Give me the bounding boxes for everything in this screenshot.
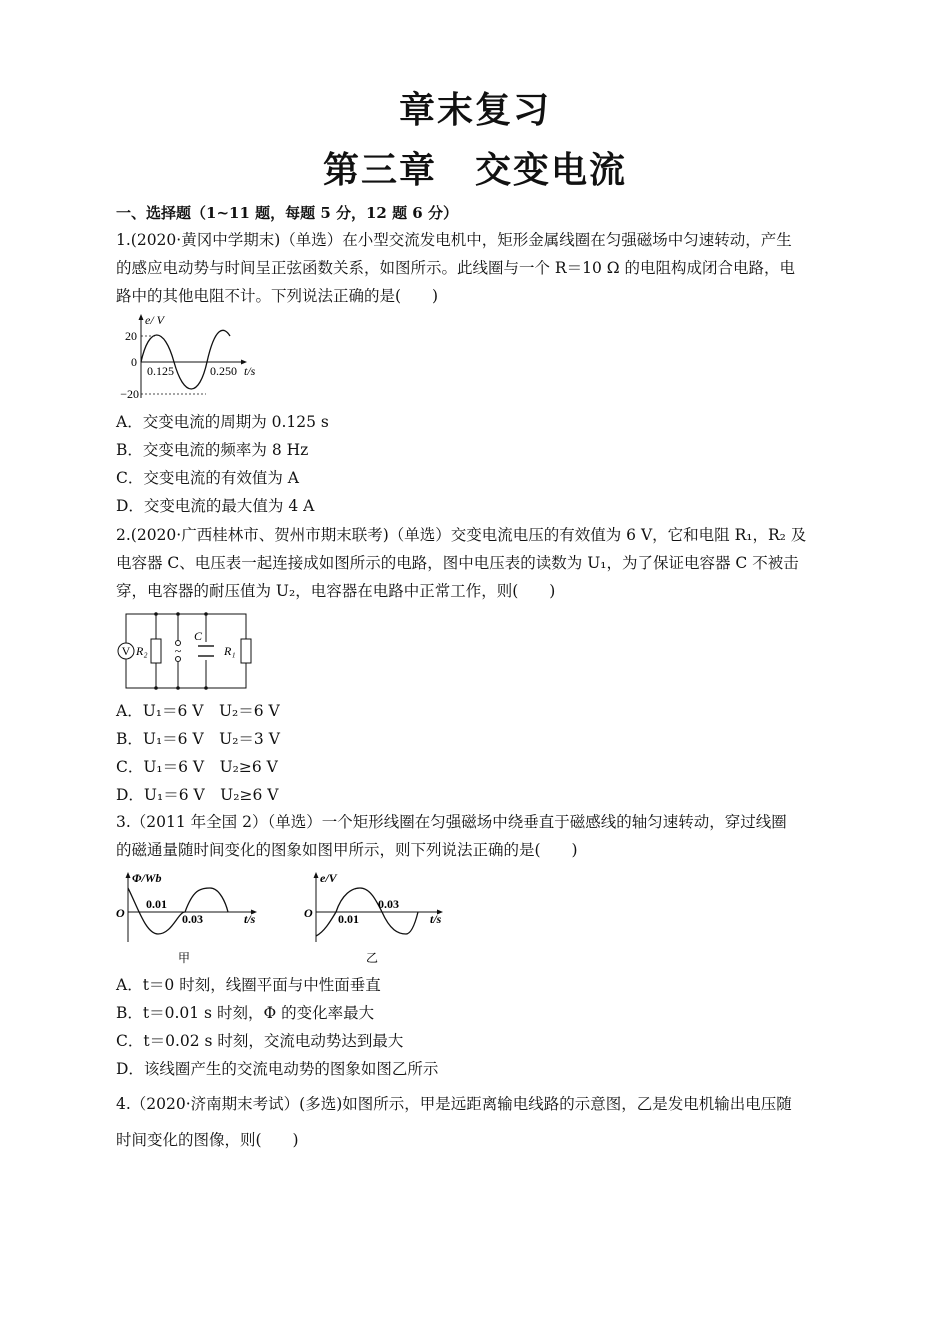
junction-dot [154, 686, 158, 690]
resistor-r1 [241, 639, 251, 663]
q1-t1-label: 0.125 [147, 364, 174, 378]
junction-dot [204, 612, 208, 616]
q3a-origin: O [116, 906, 125, 920]
q1-t2-label: 0.250 [210, 364, 237, 378]
question-1-line-1: 1.(2020·黄冈中学期末)（单选）在小型交流发电机中，矩形金属线圈在匀强磁场中匀速转动，产生 [116, 231, 792, 249]
voltmeter-label: V [121, 644, 131, 658]
q3a-t1-label: 0.01 [146, 897, 167, 911]
q3b-t1-label: 0.01 [338, 912, 359, 926]
q3b-origin: O [304, 906, 313, 920]
r1-label: R₁ [224, 644, 236, 658]
chapter-title: 第三章 交变电流 [322, 149, 627, 191]
question-2-circuit [116, 612, 258, 692]
junction-dot [204, 686, 208, 690]
q3a-ylabel: Φ/Wb [132, 871, 162, 885]
q1-option-d: D．交变电流的最大值为 4 A [116, 497, 315, 515]
q2-option-b: B．U₁＝6 V U₂＝3 V [116, 730, 280, 748]
q1-y-bottom-label: −20 [120, 387, 139, 401]
question-2-line-3: 穿，电容器的耐压值为 U₂，电容器在电路中正常工作，则( ) [116, 582, 556, 600]
q2-option-a: A．U₁＝6 V U₂＝6 V [116, 702, 280, 720]
q1-ylabel: e/ V [145, 313, 164, 327]
q3b-xlabel: t/s [430, 912, 442, 926]
junction-dot [176, 686, 180, 690]
q3a-caption: 甲 [177, 951, 191, 965]
q1-y-arrow [139, 314, 144, 320]
q3-option-a: A．t＝0 时刻，线圈平面与中性面垂直 [116, 976, 381, 994]
q3a-t2-label: 0.03 [182, 912, 203, 926]
question-2-line-1: 2.(2020·广西桂林市、贺州市期末联考)（单选）交变电流电压的有效值为 6 V，它和电阻 R₁，R₂ 及 [116, 526, 807, 544]
question-1-line-3: 路中的其他电阻不计。下列说法正确的是( ) [116, 287, 439, 305]
q3-option-b: B．t＝0.01 s 时刻，Φ 的变化率最大 [116, 1004, 375, 1022]
question-4-line-2: 时间变化的图像，则( ) [116, 1131, 299, 1149]
question-3-line-1: 3.（2011 年全国 2）（单选）一个矩形线圈在匀强磁场中绕垂直于磁感线的轴匀速转动，穿过线圈 [116, 813, 787, 831]
q1-option-a: A．交变电流的周期为 0.125 s [116, 413, 329, 431]
question-2-line-2: 电容器 C、电压表一起连接成如图所示的电路，图中电压表的读数为 U₁，为了保证电容器 C 不被击 [116, 554, 799, 572]
page-title: 章末复习 [398, 89, 551, 131]
question-3-figure-a [116, 870, 266, 970]
question-3-figure-b [302, 870, 452, 970]
q3b-caption: 乙 [365, 951, 379, 965]
question-3-text [116, 808, 838, 864]
source-symbol: ~ [174, 644, 182, 658]
junction-dot [176, 612, 180, 616]
resistor-r2 [151, 639, 161, 663]
junction-dot [154, 612, 158, 616]
q3a-xlabel: t/s [244, 912, 256, 926]
q1-option-b: B．交变电流的频率为 8 Hz [116, 441, 309, 459]
q1-xlabel: t/s [244, 364, 256, 378]
question-3-line-2: 的磁通量随时间变化的图象如图甲所示，则下列说法正确的是( ) [116, 841, 578, 859]
q3a-y-arrow [126, 872, 131, 878]
question-1-figure [116, 312, 266, 404]
question-4-text [116, 1086, 838, 1158]
q3b-t2-label: 0.03 [378, 897, 399, 911]
q1-y-zero-label: 0 [131, 355, 137, 369]
q3b-ylabel: e/V [320, 871, 337, 885]
q3-option-c: C．t＝0.02 s 时刻，交流电动势达到最大 [116, 1032, 404, 1050]
q3a-curve [128, 888, 228, 934]
q1-option-c: C．交变电流的有效值为 A [116, 469, 299, 487]
section-heading: 一、选择题（1~11 题，每题 5 分，12 题 6 分） [116, 204, 458, 222]
q2-option-d: D．U₁＝6 V U₂≥6 V [116, 786, 279, 804]
q2-option-c: C．U₁＝6 V U₂≥6 V [116, 758, 278, 776]
question-1-line-2: 的感应电动势与时间呈正弦函数关系，如图所示。此线圈与一个 R＝10 Ω 的电阻构成闭合电路，电 [116, 259, 796, 277]
capacitor-label: C [194, 629, 203, 643]
question-1-text [116, 226, 838, 310]
q3b-y-arrow [314, 872, 319, 878]
q3-option-d: D．该线圈产生的交流电动势的图象如图乙所示 [116, 1060, 439, 1078]
q1-sine-curve [141, 330, 230, 389]
question-2-text [116, 521, 838, 605]
q1-y-top-label: 20 [125, 329, 137, 343]
question-4-line-1: 4.（2020·济南期末考试）(多选)如图所示，甲是远距离输电线路的示意图，乙是发电机输出电压随 [116, 1095, 792, 1113]
r2-label: R₂ [136, 644, 148, 658]
